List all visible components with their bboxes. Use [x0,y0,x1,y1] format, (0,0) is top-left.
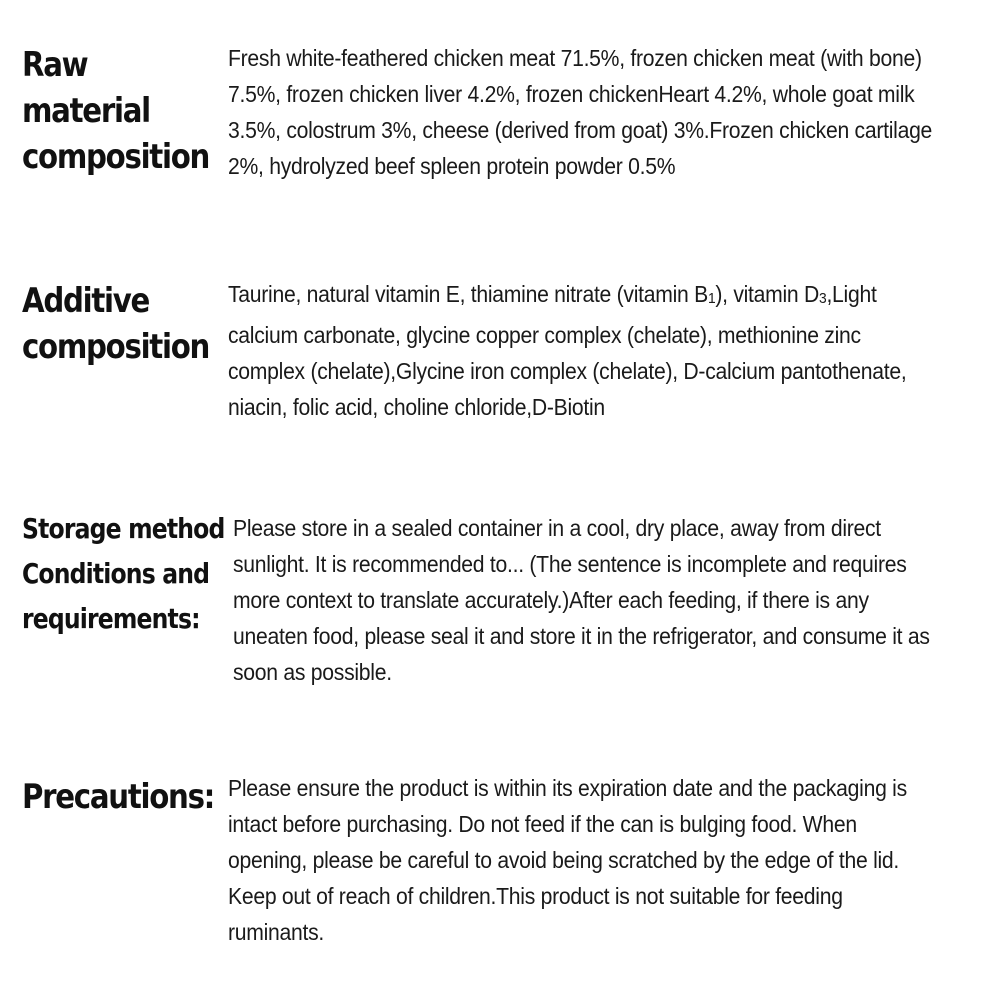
text-line: ruminants. [228,919,325,945]
heading-line: Storage method [22,512,225,545]
additive-text [228,276,965,425]
text-line: niacin, folic acid, choline chloride,D-Biotin [228,394,605,420]
heading-line: Additive [22,281,150,321]
text-line: Please ensure the product is within its expiration date and the packaging is [228,775,907,801]
heading-line: requirements: [22,602,200,635]
heading-line: Precautions: [22,777,215,817]
text-line: uneaten food, please seal it and store it in the refrigerator, and consume it as [233,623,930,649]
text-line: sunlight. It is recommended to... (The sentence is incomplete and requires [233,551,907,577]
text-fragment: Taurine, natural vitamin E, thiamine nitrate (vitamin B [228,281,708,307]
additive-heading [22,278,209,370]
heading-line: composition [22,137,210,177]
text-line: complex (chelate),Glycine iron complex (chelate), D-calcium pantothenate, [228,358,907,384]
storage-heading [22,506,224,641]
text-line: calcium carbonate, glycine copper complex (chelate), methionine zinc [228,322,861,348]
text-fragment: ), vitamin D [715,281,820,307]
raw-material-text [228,40,993,184]
heading-line: composition [22,327,210,367]
text-line: 2%, hydrolyzed beef spleen protein powder 0.5% [228,153,676,179]
text-line: Keep out of reach of children.This product is not suitable for feeding [228,883,843,909]
text-line: more context to translate accurately.)After each feeding, if there is any [233,587,869,613]
precautions-heading [22,774,214,820]
text-line: 3.5%, colostrum 3%, cheese (derived from goat) 3%.Frozen chicken cartilage [228,117,933,143]
text-line: intact before purchasing. Do not feed if the can is bulging food. When [228,811,857,837]
raw-material-heading [22,42,209,180]
storage-text [233,510,990,690]
text-line: opening, please be careful to avoid being scratched by the edge of the lid. [228,847,900,873]
text-line: Please store in a sealed container in a cool, dry place, away from direct [233,515,881,541]
heading-line: material [22,91,150,131]
heading-line: Raw [22,45,88,85]
text-line: soon as possible. [233,659,392,685]
text-line [228,276,906,317]
precautions-text [228,770,966,950]
heading-line: Conditions and [22,557,210,590]
subscript: 3 [819,290,827,307]
text-line: Fresh white-feathered chicken meat 71.5%, frozen chicken meat (with bone) [228,45,922,71]
text-line: 7.5%, frozen chicken liver 4.2%, frozen chickenHeart 4.2%, whole goat milk [228,81,915,107]
subscript: 1 [707,290,716,307]
text-fragment: ,Light [826,281,877,307]
